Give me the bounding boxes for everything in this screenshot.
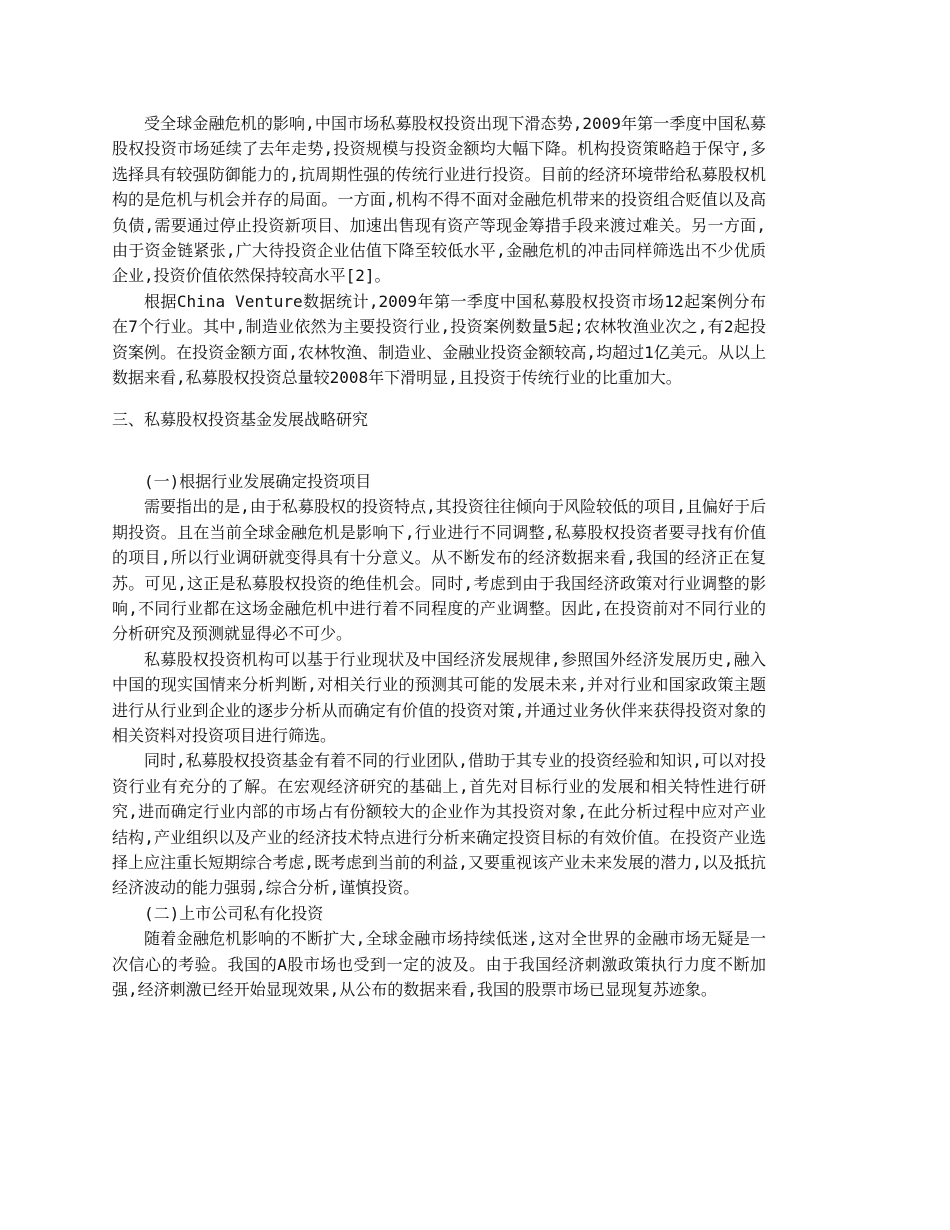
paragraph-industry-research: 需要指出的是,由于私募股权的投资特点,其投资往往倾向于风险较低的项目,且偏好于后期投资。且在当前全球金融危机是影响下,行业进行不同调整,私募股权投资者要寻找有价值的项目,所以行业调研就变得具有十分意义。从不断发布的经济数据来看,我国的经济正在复苏。可见,这正是私募股权投资的绝佳机会。同时,考虑到由于我国经济政策对行业调整的影响,不同行业都在这场金融危机中进行着不同程度的产业调整。因此,在投资前对不同行业的分析研究及预测就显得必不可少。: [112, 497, 766, 644]
paragraph-privatization: 随着金融危机影响的不断扩大,全球金融市场持续低迷,这对全世界的金融市场无疑是一次信心的考验。我国的A股市场也受到一定的波及。由于我国经济刺激政策执行力度不断加强,经济刺激已经开始显现效果,从公布的数据来看,我国的股票市场已显现复苏迹象。: [112, 929, 766, 999]
subsection-heading-1: (一)根据行业发展确定投资项目: [144, 471, 372, 491]
paragraph-industry-teams: 同时,私募股权投资基金有着不同的行业团队,借助于其专业的投资经验和知识,可以对投资行业有充分的了解。在宏观经济研究的基础上,首先对目标行业的发展和相关特性进行研究,进而确定行业内部的市场占有份额较大的企业作为其投资对象,在此分析过程中应对产业结构,产业组织以及产业的经济技术特点进行分析来确定投资目标的有效价值。在投资产业选择上应注重长短期综合考虑,既考虑到当前的利益,又要重视该产业未来发展的潜力,以及抵抗经济波动的能力强弱,综合分析,谨慎投资。: [112, 751, 766, 898]
paragraph-china-venture-statistics: 根据China Venture数据统计,2009年第一季度中国私募股权投资市场12起案例分布在7个行业。其中,制造业依然为主要投资行业,投资案例数量5起;农林牧渔业次之,有2起投资案例。在投资金额方面,农林牧渔、制造业、金融业投资金额较高,均超过1亿美元。从以上数据来看,私募股权投资总量较2008年下滑明显,且投资于传统行业的比重加大。: [112, 291, 766, 388]
paragraph-investment-analysis: 私募股权投资机构可以基于行业现状及中国经济发展规律,参照国外经济发展历史,融入中国的现实国情来分析判断,对相关行业的预测其可能的发展未来,并对行业和国家政策主题进行从行业到企业的逐步分析从而确定有价值的投资对策,并通过业务伙伴来获得投资对象的相关资料对投资项目进行筛选。: [112, 649, 766, 745]
article-body: [112, 111, 766, 1002]
spacer: [112, 452, 766, 469]
paragraph-financial-crisis-impact: 受全球金融危机的影响,中国市场私募股权投资出现下滑态势,2009年第一季度中国私募股权投资市场延续了去年走势,投资规模与投资金额均大幅下降。机构投资策略趋于保守,多选择具有较强防御能力的,抗周期性强的传统行业进行投资。目前的经济环境带给私募股权机构的是危机与机会并存的局面。一方面,机构不得不面对金融危机带来的投资组合贬值以及高负债,需要通过停止投资新项目、加速出售现有资产等现金筹措手段来渡过难关。另一方面,由于资金链紧张,广大待投资企业估值下降至较低水平,金融危机的冲击同样筛选出不少优质企业,投资价值依然保持较高水平[2]。: [112, 114, 766, 286]
section-heading-3: 三、私募股权投资基金发展战略研究: [112, 410, 369, 430]
subsection-heading-2: (二)上市公司私有化投资: [144, 903, 324, 923]
